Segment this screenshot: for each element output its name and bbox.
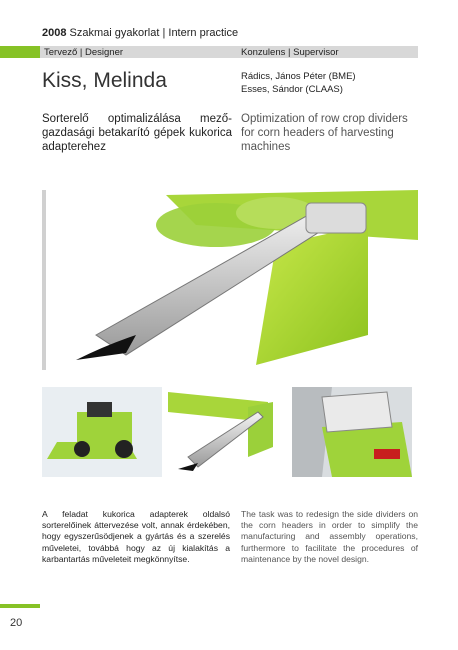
supervisor-label: Konzulens | Supervisor bbox=[241, 47, 339, 58]
accent-bar-top bbox=[0, 46, 40, 58]
header-year: 2008 bbox=[42, 27, 67, 39]
header-title bbox=[42, 27, 238, 39]
project-title-en: Optimization of row crop dividers for corn headers of harvesting machines bbox=[241, 113, 408, 153]
page-number: 20 bbox=[10, 617, 23, 629]
description-hu: A feladat kukorica adapterek oldalsó sorterelőinek áttervezése volt, annak érdekében, hogy egyszerűsödjenek a gyártás és a szerelés műveletei, továbbá hogy az új kialakítás a karbantartás műveleteit megkönnyítse. bbox=[42, 509, 230, 564]
harvester-photo-image bbox=[42, 387, 162, 477]
corn-header-render-image bbox=[46, 185, 418, 375]
project-title-hu: Sorterelő optimalizálása mezőgazdasági betakarító gépek kukorica adapterehez bbox=[42, 113, 232, 153]
designer-label: Tervező | Designer bbox=[44, 47, 124, 58]
supervisor-2: Esses, Sándor (CLAAS) bbox=[241, 84, 343, 95]
header-section: Szakmai gyakorlat | Intern practice bbox=[69, 27, 239, 39]
description-en: The task was to redesign the side dividers on the corn headers in order to simplify the manufacturing and assembly operations, furthermore to facilitate the procedures of maintenance by the novel design. bbox=[241, 509, 418, 564]
supervisor-list bbox=[241, 70, 356, 96]
divider-detail-photo-image bbox=[292, 387, 412, 477]
accent-bar-bottom bbox=[0, 604, 40, 608]
supervisor-1: Rádics, János Péter (BME) bbox=[241, 71, 356, 82]
divider-render-image bbox=[168, 387, 288, 477]
designer-name: Kiss, Melinda bbox=[42, 69, 167, 92]
